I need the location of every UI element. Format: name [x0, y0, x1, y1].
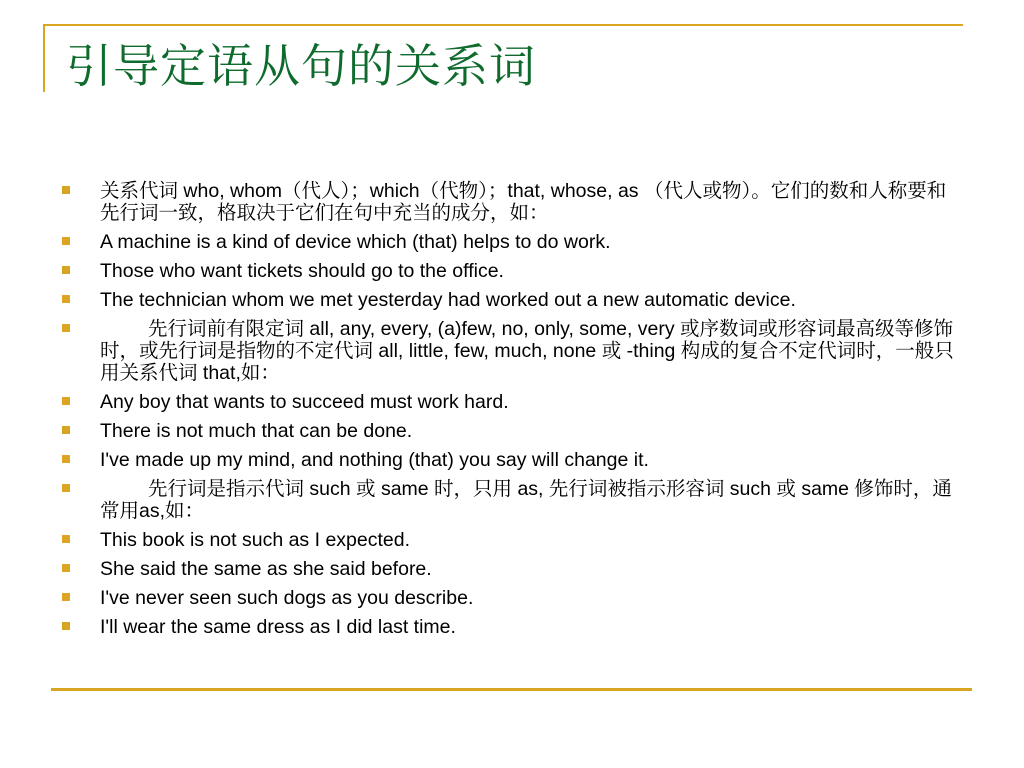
- bullet-text: I've made up my mind, and nothing (that) you say will change it.: [100, 449, 649, 471]
- bullet-text: Those who want tickets should go to the office.: [100, 260, 504, 282]
- square-bullet-icon: [62, 622, 70, 630]
- slide-title: 引导定语从句的关系词: [66, 39, 536, 93]
- square-bullet-icon: [62, 397, 70, 405]
- bullet-item: [62, 449, 962, 471]
- bullet-list: [62, 180, 962, 645]
- bullet-item: [62, 260, 962, 282]
- bottom-rule: [51, 688, 972, 691]
- bullet-item: [62, 558, 962, 580]
- bullet-item: [62, 616, 962, 638]
- bullet-item: [62, 478, 962, 522]
- square-bullet-icon: [62, 324, 70, 332]
- bullet-item: [62, 231, 962, 253]
- square-bullet-icon: [62, 535, 70, 543]
- square-bullet-icon: [62, 593, 70, 601]
- bullet-text: She said the same as she said before.: [100, 558, 432, 580]
- bullet-text: A machine is a kind of device which (that) helps to do work.: [100, 231, 611, 253]
- square-bullet-icon: [62, 484, 70, 492]
- square-bullet-icon: [62, 237, 70, 245]
- square-bullet-icon: [62, 426, 70, 434]
- square-bullet-icon: [62, 455, 70, 463]
- bullet-text: There is not much that can be done.: [100, 420, 413, 442]
- bullet-item: [62, 289, 962, 311]
- square-bullet-icon: [62, 266, 70, 274]
- square-bullet-icon: [62, 295, 70, 303]
- bullet-item: [62, 529, 962, 551]
- bullet-item: [62, 420, 962, 442]
- left-rule: [43, 24, 45, 92]
- bullet-text: The technician whom we met yesterday had worked out a new automatic device.: [100, 289, 796, 311]
- bullet-item: [62, 318, 962, 384]
- square-bullet-icon: [62, 564, 70, 572]
- bullet-text: I've never seen such dogs as you describe.: [100, 587, 474, 609]
- top-rule: [43, 24, 963, 26]
- bullet-text: This book is not such as I expected.: [100, 529, 411, 551]
- bullet-item: [62, 391, 962, 413]
- square-bullet-icon: [62, 186, 70, 194]
- bullet-text: 先行词前有限定词 all, any, every, (a)few, no, only, some, very 或序数词或形容词最高级等修饰时，或先行词是指物的不定代词 all, little, few, much, none 或 -thing 构成的复合不定代词时，一般只用关系代词 that,如：: [100, 318, 954, 384]
- bullet-text: 关系代词 who, whom（代人）；which（代物）；that, whose, as （代人或物）。它们的数和人称要和先行词一致，格取决于它们在句中充当的成分，如：: [100, 180, 947, 224]
- bullet-text: I'll wear the same dress as I did last time.: [100, 616, 456, 638]
- bullet-text: 先行词是指示代词 such 或 same 时，只用 as, 先行词被指示形容词 such 或 same 修饰时，通常用as,如：: [100, 478, 952, 522]
- bullet-item: [62, 180, 962, 224]
- bullet-item: [62, 587, 962, 609]
- bullet-text: Any boy that wants to succeed must work hard.: [100, 391, 509, 413]
